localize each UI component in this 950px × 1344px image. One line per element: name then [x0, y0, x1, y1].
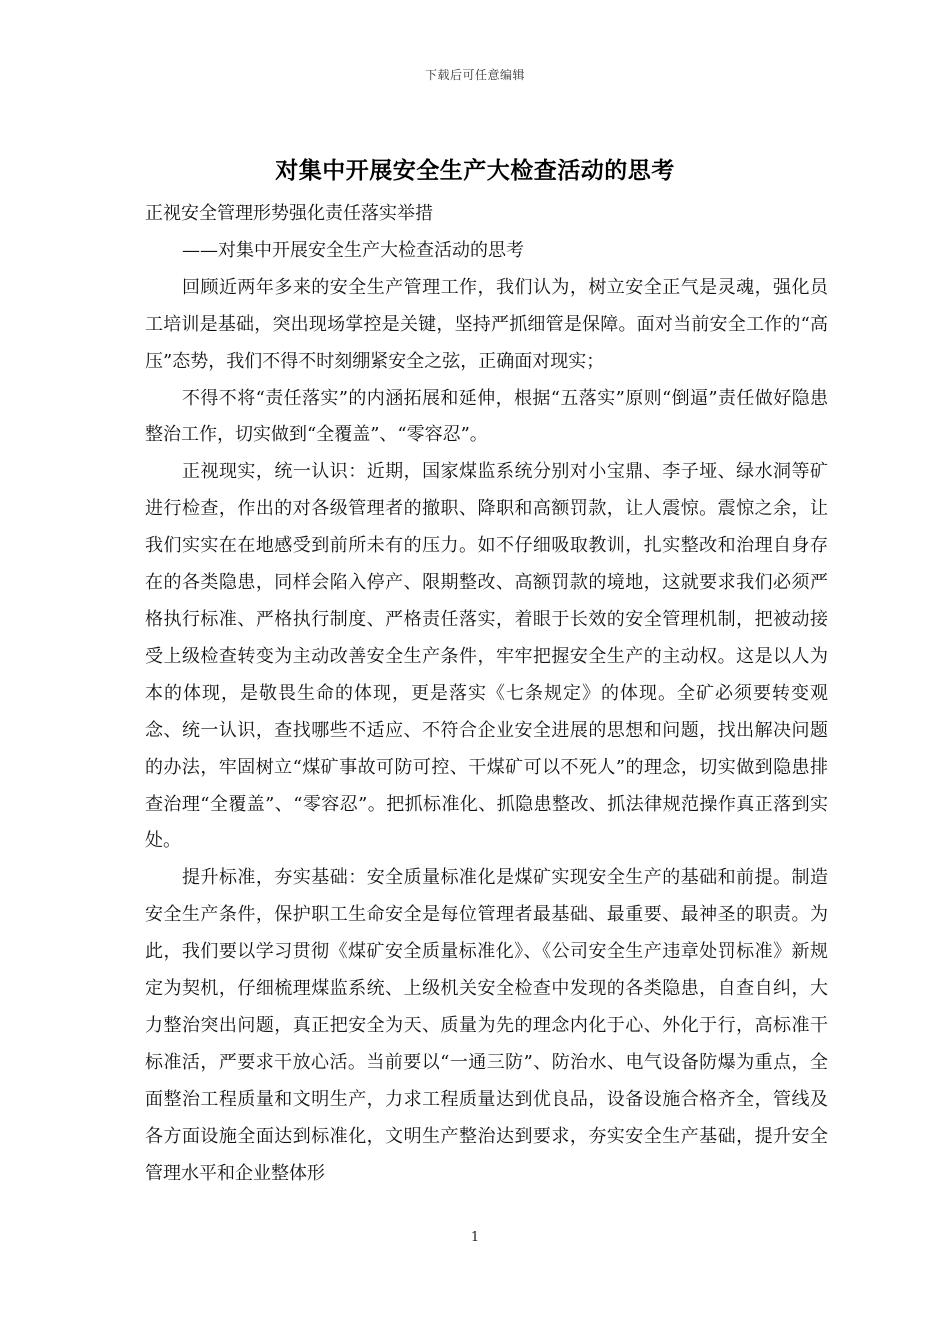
- paragraph-face-reality: 正视现实，统一认识：近期，国家煤监系统分别对小宝鼎、李子垭、绿水洞等矿进行检查，作出的对各级管理者的撤职、降职和高额罚款，让人震惊。震惊之余，让我们实实在在地感受到前所未有的压力。如不仔细吸取教训，扎实整改和治理自身存在的各类隐患，同样会陷入停产、限期整改、高额罚款的境地，这就要求我们必须严格执行标准、严格执行制度、严格责任落实，着眼于长效的安全管理机制，把被动接受上级检查转变为主动改善安全生产条件，牢牢把握安全生产的主动权。这是以人为本的体现，是敬畏生命的体现，更是落实《七条规定》的体现。全矿必须要转变观念、统一认识，查找哪些不适应、不符合企业安全进展的思想和问题，找出解决问题的办法，牢固树立“煤矿事故可防可控、干煤矿可以不死人”的理念，切实做到隐患排查治理“全覆盖”、“零容忍”。把抓标准化、抓隐患整改、抓法律规范操作真正落到实处。: [145, 461, 828, 852]
- document-body: [145, 196, 828, 1192]
- paragraph-responsibility: 不得不将“责任落实”的内涵拓展和延伸，根据“五落实”原则“倒逼”责任做好隐患整治工作，切实做到“全覆盖”、“零容忍”。: [145, 387, 828, 446]
- page-number: 1: [470, 1230, 480, 1245]
- paragraph-raise-standards: 提升标准，夯实基础：安全质量标准化是煤矿实现安全生产的基础和前提。制造安全生产条件，保护职工生命安全是每位管理者最基础、最重要、最神圣的职责。为此，我们要以学习贯彻《煤矿安全质量标准化》、《公司安全生产违章处罚标准》新规定为契机，仔细梳理煤监系统、上级机关安全检查中发现的各类隐患，自查自纠，大力整治突出问题，真正把安全为天、质量为先的理念内化于心、外化于行，高标准干标准活，严要求干放心活。当前要以“一通三防”、防治水、电气设备防爆为重点，全面整治工程质量和文明生产，力求工程质量达到优良品，设备设施合格齐全，管线及各方面设施全面达到标准化，文明生产整治达到要求，夯实安全生产基础，提升安全管理水平和企业整体形: [145, 867, 828, 1184]
- document-title: 对集中开展安全生产大检查活动的思考: [275, 158, 675, 184]
- paragraph-intro: 回顾近两年多来的安全生产管理工作，我们认为，树立安全正气是灵魂，强化员工培训是基础，突出现场掌控是关键，坚持严抓细管是保障。面对当前安全工作的“高压”态势，我们不得不时刻绷紧安全之弦，正确面对现实；: [145, 276, 828, 372]
- subtitle-dash-line: ——对集中开展安全生产大检查活动的思考: [182, 239, 524, 261]
- subtitle: 正视安全管理形势强化责任落实举措: [145, 203, 433, 224]
- header-note: 下载后可任意编辑: [424, 68, 525, 82]
